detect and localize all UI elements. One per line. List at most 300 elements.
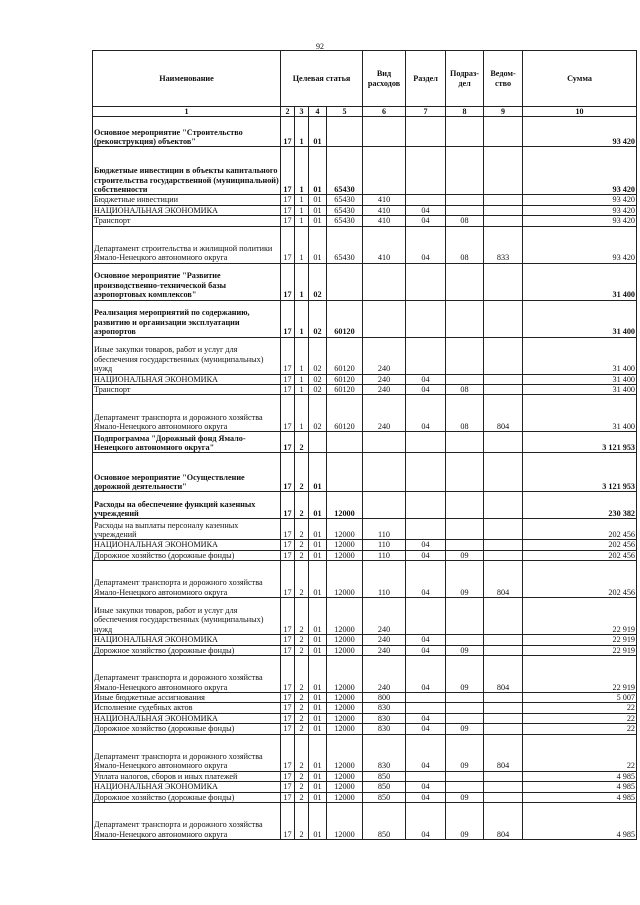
code-event: 02: [309, 263, 327, 300]
row-sum: 31 400: [523, 385, 637, 395]
column-number: 1: [93, 107, 281, 117]
expense-type: [363, 263, 406, 300]
row-sum: 22 919: [523, 656, 637, 693]
department-code: [484, 550, 523, 560]
subsection-code: [446, 540, 484, 550]
expense-type: 240: [363, 598, 406, 635]
code-program: 17: [281, 195, 295, 205]
code-subprogram: 2: [295, 703, 309, 713]
table-row: [93, 540, 637, 550]
code-event: 01: [309, 216, 327, 226]
expense-type: 110: [363, 519, 406, 540]
code-event: 02: [309, 337, 327, 374]
code-direction: 12000: [327, 645, 363, 655]
table-row: [93, 216, 637, 226]
subsection-code: [446, 337, 484, 374]
code-program: 17: [281, 453, 295, 492]
row-sum: 3 121 953: [523, 432, 637, 453]
code-direction: [327, 432, 363, 453]
code-program: 17: [281, 540, 295, 550]
department-code: 833: [484, 226, 523, 263]
expense-type: 410: [363, 195, 406, 205]
row-sum: 202 456: [523, 550, 637, 560]
column-number: 3: [295, 107, 309, 117]
table-row: [93, 432, 637, 453]
expense-type: 240: [363, 656, 406, 693]
subsection-code: [446, 693, 484, 703]
table-row: [93, 713, 637, 723]
row-name: НАЦИОНАЛЬНАЯ ЭКОНОМИКА: [93, 635, 281, 645]
code-event: 01: [309, 195, 327, 205]
table-row: [93, 792, 637, 802]
column-number: 6: [363, 107, 406, 117]
code-direction: 12000: [327, 550, 363, 560]
row-name: Дорожное хозяйство (дорожные фонды): [93, 645, 281, 655]
code-direction: 60120: [327, 337, 363, 374]
row-sum: 31 400: [523, 263, 637, 300]
expense-type: [363, 147, 406, 195]
section-code: [406, 519, 446, 540]
row-sum: 4 985: [523, 771, 637, 781]
code-direction: [327, 263, 363, 300]
expense-type: [363, 300, 406, 337]
subsection-code: 09: [446, 802, 484, 839]
table-row: [93, 453, 637, 492]
row-name: Департамент строительства и жилищной политики Ямало-Ненецкого автономного округа: [93, 226, 281, 263]
department-code: [484, 645, 523, 655]
code-direction: 65430: [327, 216, 363, 226]
code-program: 17: [281, 802, 295, 839]
row-sum: 22: [523, 724, 637, 734]
code-direction: [327, 453, 363, 492]
row-sum: 230 382: [523, 492, 637, 519]
code-program: 17: [281, 561, 295, 598]
subsection-code: 09: [446, 734, 484, 771]
section-code: 04: [406, 792, 446, 802]
table-row: [93, 226, 637, 263]
code-event: 01: [309, 713, 327, 723]
code-direction: 65430: [327, 205, 363, 215]
expense-type: 240: [363, 395, 406, 432]
code-direction: 12000: [327, 734, 363, 771]
code-subprogram: 2: [295, 540, 309, 550]
code-direction: 12000: [327, 540, 363, 550]
expense-type: 800: [363, 693, 406, 703]
code-event: 01: [309, 802, 327, 839]
table-row: [93, 263, 637, 300]
code-program: 17: [281, 263, 295, 300]
header-subsection: Подраз-дел: [446, 51, 484, 107]
code-event: 02: [309, 300, 327, 337]
code-event: 01: [309, 782, 327, 792]
code-subprogram: 2: [295, 550, 309, 560]
subsection-code: 08: [446, 226, 484, 263]
code-program: 17: [281, 645, 295, 655]
table-row: [93, 734, 637, 771]
department-code: [484, 374, 523, 384]
code-subprogram: 2: [295, 453, 309, 492]
department-code: [484, 703, 523, 713]
code-direction: 12000: [327, 635, 363, 645]
table-row: [93, 117, 637, 147]
code-subprogram: 2: [295, 724, 309, 734]
section-code: [406, 598, 446, 635]
code-subprogram: 2: [295, 782, 309, 792]
table-row: [93, 374, 637, 384]
table-row: [93, 802, 637, 839]
code-subprogram: 2: [295, 713, 309, 723]
row-name: Бюджетные инвестиции: [93, 195, 281, 205]
code-direction: 12000: [327, 492, 363, 519]
table-row: [93, 771, 637, 781]
section-code: 04: [406, 656, 446, 693]
code-direction: 12000: [327, 802, 363, 839]
section-code: [406, 300, 446, 337]
expense-type: 830: [363, 724, 406, 734]
code-direction: 60120: [327, 374, 363, 384]
row-sum: 22 919: [523, 598, 637, 635]
code-event: 01: [309, 724, 327, 734]
section-code: [406, 453, 446, 492]
row-sum: 202 456: [523, 540, 637, 550]
code-subprogram: 2: [295, 432, 309, 453]
department-code: [484, 792, 523, 802]
header-section: Раздел: [406, 51, 446, 107]
row-sum: 93 420: [523, 226, 637, 263]
subsection-code: 08: [446, 385, 484, 395]
page-number: 92: [316, 42, 324, 51]
expense-type: 850: [363, 802, 406, 839]
department-code: [484, 453, 523, 492]
code-program: 17: [281, 374, 295, 384]
code-subprogram: 2: [295, 645, 309, 655]
code-event: 01: [309, 492, 327, 519]
row-name: Основное мероприятие "Строительство (реконструкция) объектов": [93, 117, 281, 147]
table-row: [93, 645, 637, 655]
table-row: [93, 337, 637, 374]
code-direction: 12000: [327, 703, 363, 713]
code-event: 01: [309, 734, 327, 771]
subsection-code: [446, 205, 484, 215]
code-subprogram: 2: [295, 519, 309, 540]
section-code: [406, 195, 446, 205]
section-code: [406, 693, 446, 703]
table-row: [93, 147, 637, 195]
code-event: 01: [309, 792, 327, 802]
section-code: [406, 703, 446, 713]
code-subprogram: 2: [295, 693, 309, 703]
subsection-code: 09: [446, 550, 484, 560]
code-subprogram: 2: [295, 771, 309, 781]
code-subprogram: 2: [295, 656, 309, 693]
code-direction: 60120: [327, 385, 363, 395]
code-event: 01: [309, 598, 327, 635]
code-subprogram: 1: [295, 385, 309, 395]
expense-type: 240: [363, 337, 406, 374]
code-program: 17: [281, 395, 295, 432]
expense-type: [363, 117, 406, 147]
row-sum: 3 121 953: [523, 453, 637, 492]
code-subprogram: 1: [295, 195, 309, 205]
row-name: Расходы на обеспечение функций казенных учреждений: [93, 492, 281, 519]
code-subprogram: 1: [295, 395, 309, 432]
row-name: Департамент транспорта и дорожного хозяйства Ямало-Ненецкого автономного округа: [93, 656, 281, 693]
subsection-code: [446, 374, 484, 384]
code-subprogram: 2: [295, 635, 309, 645]
code-subprogram: 1: [295, 374, 309, 384]
table-row: [93, 385, 637, 395]
code-program: 17: [281, 734, 295, 771]
section-code: 04: [406, 734, 446, 771]
section-code: 04: [406, 374, 446, 384]
row-name: Исполнение судебных актов: [93, 703, 281, 713]
section-code: 04: [406, 713, 446, 723]
code-program: 17: [281, 771, 295, 781]
code-program: 17: [281, 550, 295, 560]
row-sum: 22 919: [523, 645, 637, 655]
code-event: 01: [309, 693, 327, 703]
table-row: [93, 550, 637, 560]
code-direction: 12000: [327, 782, 363, 792]
row-sum: 93 420: [523, 205, 637, 215]
code-program: 17: [281, 792, 295, 802]
expense-type: 850: [363, 771, 406, 781]
budget-table: [92, 50, 637, 840]
code-program: 17: [281, 713, 295, 723]
section-code: 04: [406, 216, 446, 226]
row-name: Департамент транспорта и дорожного хозяйства Ямало-Ненецкого автономного округа: [93, 802, 281, 839]
table-row: [93, 724, 637, 734]
code-event: 02: [309, 395, 327, 432]
expense-type: [363, 453, 406, 492]
row-name: НАЦИОНАЛЬНАЯ ЭКОНОМИКА: [93, 540, 281, 550]
department-code: [484, 713, 523, 723]
code-direction: 65430: [327, 195, 363, 205]
subsection-code: 09: [446, 792, 484, 802]
subsection-code: [446, 492, 484, 519]
column-number-row: [93, 107, 637, 117]
header-name: Наименование: [93, 51, 281, 107]
table-row: [93, 782, 637, 792]
table-row: [93, 635, 637, 645]
department-code: [484, 519, 523, 540]
section-code: [406, 147, 446, 195]
row-name: НАЦИОНАЛЬНАЯ ЭКОНОМИКА: [93, 374, 281, 384]
department-code: [484, 300, 523, 337]
section-code: [406, 492, 446, 519]
code-event: [309, 432, 327, 453]
section-code: 04: [406, 550, 446, 560]
code-event: 01: [309, 147, 327, 195]
subsection-code: 09: [446, 724, 484, 734]
code-program: 17: [281, 216, 295, 226]
row-name: Подпрограмма "Дорожный фонд Ямало-Ненецкого автономного округа": [93, 432, 281, 453]
code-event: 01: [309, 656, 327, 693]
row-sum: 202 456: [523, 561, 637, 598]
row-sum: 4 985: [523, 782, 637, 792]
row-sum: 93 420: [523, 147, 637, 195]
header-row: [93, 51, 637, 107]
department-code: [484, 216, 523, 226]
row-name: Бюджетные инвестиции в объекты капитального строительства государственной (муниципальной) собственности: [93, 147, 281, 195]
subsection-code: [446, 300, 484, 337]
row-sum: 22: [523, 734, 637, 771]
table-row: [93, 205, 637, 215]
subsection-code: [446, 635, 484, 645]
code-subprogram: 1: [295, 205, 309, 215]
expense-type: 110: [363, 561, 406, 598]
table-row: [93, 300, 637, 337]
subsection-code: [446, 713, 484, 723]
code-subprogram: 1: [295, 226, 309, 263]
row-sum: 31 400: [523, 395, 637, 432]
code-program: 17: [281, 492, 295, 519]
code-event: 01: [309, 540, 327, 550]
row-sum: 93 420: [523, 117, 637, 147]
section-code: 04: [406, 540, 446, 550]
table-row: [93, 492, 637, 519]
code-subprogram: 2: [295, 802, 309, 839]
column-number: 5: [327, 107, 363, 117]
code-event: 01: [309, 226, 327, 263]
expense-type: 240: [363, 645, 406, 655]
code-program: 17: [281, 656, 295, 693]
row-name: Департамент транспорта и дорожного хозяйства Ямало-Ненецкого автономного округа: [93, 395, 281, 432]
subsection-code: [446, 195, 484, 205]
subsection-code: [446, 453, 484, 492]
row-name: Основное мероприятие "Развитие производственно-технической базы аэропортовых комплексов": [93, 263, 281, 300]
expense-type: 110: [363, 550, 406, 560]
row-sum: 4 985: [523, 792, 637, 802]
column-number: 4: [309, 107, 327, 117]
row-sum: 31 400: [523, 337, 637, 374]
code-direction: 60120: [327, 300, 363, 337]
row-name: НАЦИОНАЛЬНАЯ ЭКОНОМИКА: [93, 205, 281, 215]
row-name: Дорожное хозяйство (дорожные фонды): [93, 724, 281, 734]
section-code: 04: [406, 782, 446, 792]
department-code: [484, 205, 523, 215]
code-event: 01: [309, 205, 327, 215]
department-code: [484, 724, 523, 734]
department-code: [484, 771, 523, 781]
header-department: Ведом-ство: [484, 51, 523, 107]
table-row: [93, 519, 637, 540]
department-code: 804: [484, 656, 523, 693]
department-code: [484, 385, 523, 395]
section-code: 04: [406, 561, 446, 598]
code-direction: 12000: [327, 598, 363, 635]
column-number: 7: [406, 107, 446, 117]
row-name: НАЦИОНАЛЬНАЯ ЭКОНОМИКА: [93, 713, 281, 723]
department-code: [484, 635, 523, 645]
department-code: [484, 263, 523, 300]
code-program: 17: [281, 693, 295, 703]
code-direction: 12000: [327, 713, 363, 723]
subsection-code: [446, 771, 484, 781]
column-number: 8: [446, 107, 484, 117]
code-direction: 60120: [327, 395, 363, 432]
row-name: Дорожное хозяйство (дорожные фонды): [93, 550, 281, 560]
row-name: Иные закупки товаров, работ и услуг для обеспечения государственных (муниципальных) нужд: [93, 598, 281, 635]
subsection-code: [446, 147, 484, 195]
row-name: НАЦИОНАЛЬНАЯ ЭКОНОМИКА: [93, 782, 281, 792]
subsection-code: 08: [446, 395, 484, 432]
code-program: 17: [281, 519, 295, 540]
table-row: [93, 561, 637, 598]
section-code: 04: [406, 635, 446, 645]
table-row: [93, 195, 637, 205]
expense-type: 410: [363, 226, 406, 263]
section-code: 04: [406, 385, 446, 395]
table-row: [93, 395, 637, 432]
code-direction: 12000: [327, 561, 363, 598]
expense-type: [363, 492, 406, 519]
department-code: 804: [484, 734, 523, 771]
table-row: [93, 703, 637, 713]
subsection-code: [446, 782, 484, 792]
code-direction: 12000: [327, 693, 363, 703]
code-direction: 65430: [327, 147, 363, 195]
table-body: [93, 117, 637, 840]
code-event: 01: [309, 635, 327, 645]
code-program: 17: [281, 598, 295, 635]
code-subprogram: 2: [295, 561, 309, 598]
section-code: [406, 432, 446, 453]
code-direction: 12000: [327, 792, 363, 802]
section-code: 04: [406, 724, 446, 734]
subsection-code: [446, 432, 484, 453]
row-sum: 93 420: [523, 216, 637, 226]
subsection-code: 09: [446, 561, 484, 598]
section-code: [406, 771, 446, 781]
subsection-code: [446, 703, 484, 713]
code-subprogram: 1: [295, 300, 309, 337]
department-code: [484, 147, 523, 195]
section-code: [406, 117, 446, 147]
expense-type: 830: [363, 734, 406, 771]
code-program: 17: [281, 147, 295, 195]
subsection-code: [446, 519, 484, 540]
expense-type: 830: [363, 713, 406, 723]
code-event: 01: [309, 453, 327, 492]
expense-type: 240: [363, 374, 406, 384]
code-program: 17: [281, 226, 295, 263]
expense-type: 410: [363, 205, 406, 215]
code-subprogram: 1: [295, 263, 309, 300]
code-event: 01: [309, 561, 327, 598]
code-subprogram: 1: [295, 337, 309, 374]
subsection-code: [446, 263, 484, 300]
row-name: Расходы на выплаты персоналу казенных учреждений: [93, 519, 281, 540]
row-name: Департамент транспорта и дорожного хозяйства Ямало-Ненецкого автономного округа: [93, 561, 281, 598]
table-row: [93, 598, 637, 635]
row-name: Транспорт: [93, 216, 281, 226]
column-number: 2: [281, 107, 295, 117]
row-name: Транспорт: [93, 385, 281, 395]
code-event: 01: [309, 519, 327, 540]
department-code: [484, 432, 523, 453]
expense-type: 830: [363, 703, 406, 713]
code-program: 17: [281, 724, 295, 734]
code-subprogram: 2: [295, 792, 309, 802]
row-name: Уплата налогов, сборов и иных платежей: [93, 771, 281, 781]
subsection-code: [446, 117, 484, 147]
code-direction: 65430: [327, 226, 363, 263]
code-program: 17: [281, 300, 295, 337]
department-code: 804: [484, 395, 523, 432]
code-event: 01: [309, 703, 327, 713]
code-subprogram: 1: [295, 117, 309, 147]
